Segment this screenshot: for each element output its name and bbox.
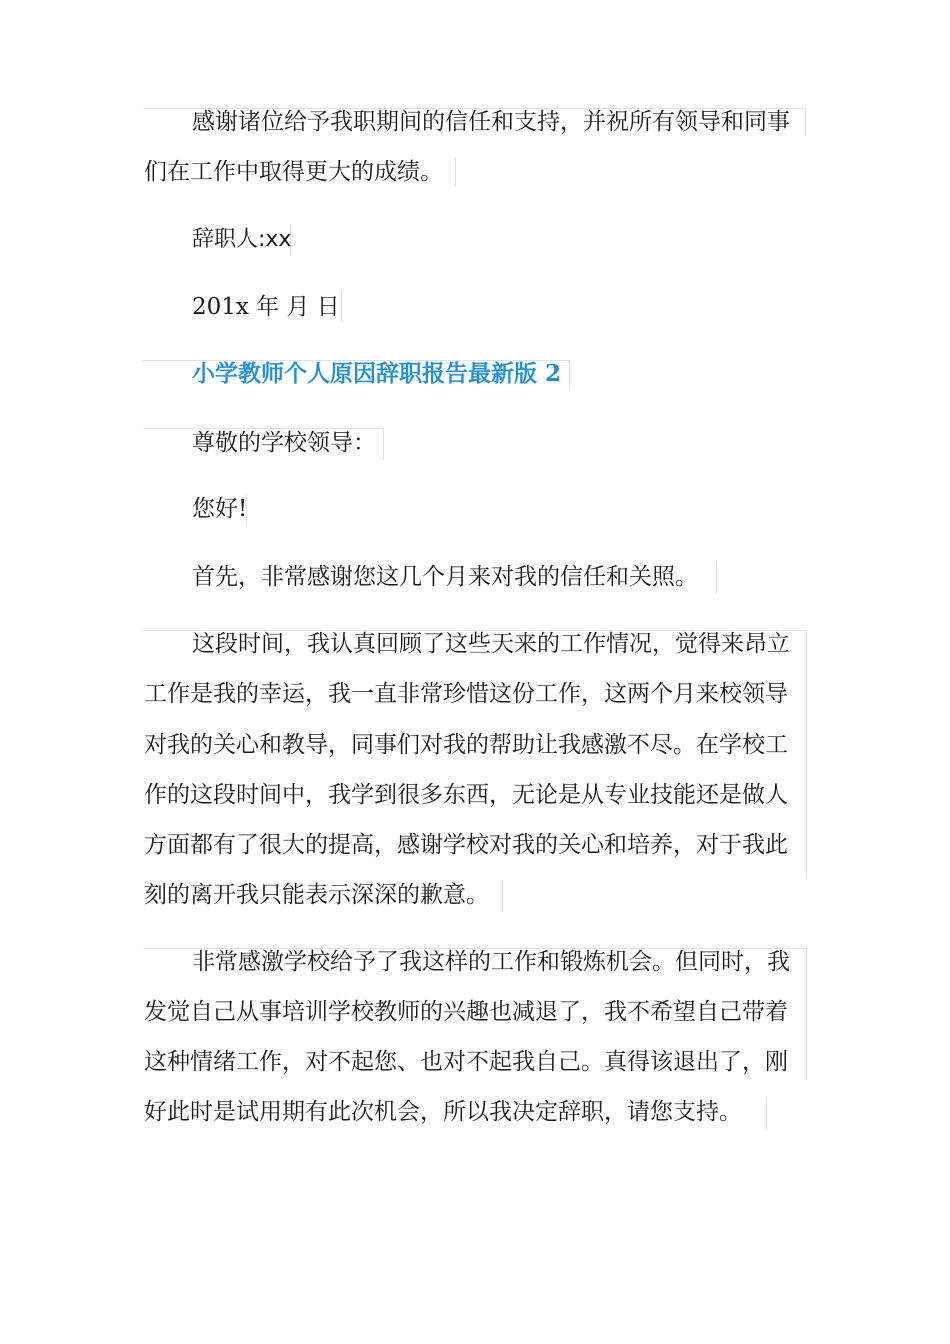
date-line: 201x 年 月 日 — [192, 294, 340, 320]
paragraph-3-line-5: 方面都有了很大的提高，感谢学校对我的关心和培养，对于我此 — [144, 832, 788, 858]
paragraph-4-line-4: 好此时是试用期有此次机会，所以我决定辞职，请您支持。 — [144, 1099, 742, 1125]
paragraph-3-line-1: 这段时间，我认真回顾了这些天来的工作情况，觉得来昂立 — [192, 631, 790, 657]
layout-guide — [383, 428, 384, 460]
paragraph-2-line-1: 首先，非常感谢您这几个月来对我的信任和关照。 — [192, 564, 698, 590]
signature-line: 辞职人:xx — [192, 227, 292, 252]
layout-guide — [766, 1098, 767, 1130]
layout-guide — [805, 108, 806, 136]
paragraph-3-line-2: 工作是我的幸运，我一直非常珍惜这份工作，这两个月来校领导 — [144, 681, 788, 707]
paragraph-4-line-2: 发觉自己从事培训学校教师的兴趣也减退了，我不希望自己带着 — [144, 999, 788, 1025]
paragraph-1-line-2: 们在工作中取得更大的成绩。 — [144, 159, 443, 185]
paragraph-4-line-3: 这种情绪工作，对不起您、也对不起我自己。真得该退出了，刚 — [144, 1049, 788, 1075]
paragraph-3-line-4: 作的这段时间中，我学到很多东西，无论是从专业技能还是做人 — [144, 782, 788, 808]
layout-guide — [716, 562, 717, 594]
layout-guide — [806, 948, 807, 1080]
layout-guide — [806, 630, 807, 878]
layout-guide — [341, 292, 342, 322]
layout-guide — [502, 880, 503, 912]
salutation: 尊敬的学校领导： — [192, 430, 376, 456]
layout-guide — [455, 158, 456, 186]
paragraph-4-line-1: 非常感激学校给予了我这样的工作和锻炼机会。但同时，我 — [192, 949, 790, 975]
layout-guide — [569, 360, 570, 388]
paragraph-1-line-1: 感谢诸位给予我职期间的信任和支持，并祝所有领导和同事 — [192, 109, 790, 135]
greeting: 您好! — [192, 496, 248, 522]
paragraph-3-line-6: 刻的离开我只能表示深深的歉意。 — [144, 882, 489, 908]
paragraph-3-line-3: 对我的关心和教导，同事们对我的帮助让我感激不尽。在学校工 — [144, 732, 788, 758]
section-heading: 小学教师个人原因辞职报告最新版 2 — [192, 360, 562, 387]
